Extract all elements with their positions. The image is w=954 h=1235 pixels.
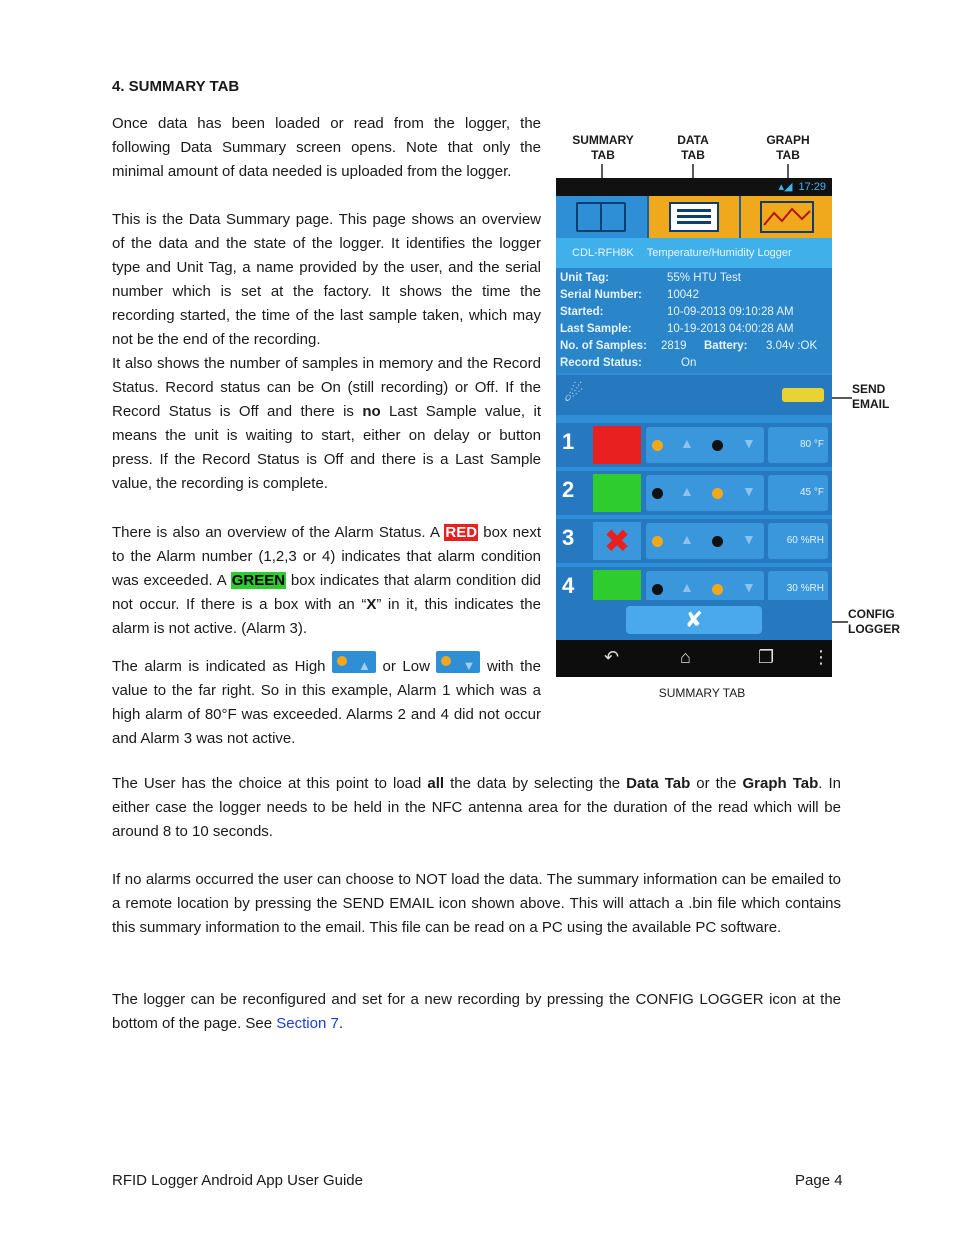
record-status-row: Record Status: On bbox=[560, 357, 697, 369]
low-alarm-icon: ▼ bbox=[436, 651, 480, 673]
back-icon[interactable]: ↶ bbox=[604, 647, 620, 667]
paragraph-2: This is the Data Summary page. This page shows an overview of the data and the state of the logger. It identifies the logger type and Unit Tag, a name provided by the user, and the serial number which is set at the factory. It shows the time the recording started, the time of the last sample taken, which may not be the end of the recording. bbox=[112, 211, 541, 348]
alarm-value: 80 °F bbox=[768, 427, 828, 463]
low-dot-icon bbox=[712, 536, 723, 547]
alarm-header bbox=[556, 375, 832, 415]
wrench-icon: ✘ bbox=[684, 607, 704, 632]
low-dot-icon bbox=[712, 440, 723, 451]
reconfigure-paragraph: The logger can be reconfigured and set for a new recording by pressing the CONFIG LOGGER icon at the bottom of the page. See Section 7. bbox=[112, 991, 841, 1032]
callout-graph-tab: GRAPH TAB bbox=[766, 133, 810, 162]
alarm-indication-paragraph: The alarm is indicated as High ▲ or Low ▼ with the value to the far right. So in this example, Alarm 1 which was a high alarm of 80°F was exceeded. Alarms 2 and 4 did not occur and Alarm 3 was not active. bbox=[112, 651, 541, 751]
status-clock: 17:29 bbox=[798, 181, 826, 193]
last-sample-row: Last Sample: 10-19-2013 04:00:28 AM bbox=[560, 323, 794, 335]
tab-bar bbox=[556, 196, 832, 238]
config-row bbox=[556, 600, 832, 640]
load-data-paragraph: The User has the choice at this point to load all the data by selecting the Data Tab or the Graph Tab. In either case the logger needs to be held in the NFC antenna area for the duration of the read which will be around 8 to 10 seconds. bbox=[112, 775, 841, 840]
paragraph-1: Once data has been loaded or read from the logger, the following Data Summary screen opens. Note that only the minimal amount of data needed is uploaded from the logger. bbox=[112, 115, 541, 180]
logger-info-bar bbox=[556, 238, 832, 268]
page-number: Page 4 bbox=[795, 1172, 843, 1189]
recent-apps-icon[interactable]: ❐ bbox=[758, 647, 775, 667]
email-paragraph: If no alarms occurred the user can choose to NOT load the data. The summary information can be emailed to a remote location by pressing the SEND EMAIL icon shown above. This will attach a .bin file which contains this summary information to the email. This file can be read on a PC using the available PC software. bbox=[112, 871, 841, 936]
section-7-link[interactable]: Section 7 bbox=[276, 1015, 339, 1032]
graph-icon bbox=[760, 201, 814, 233]
callout-summary-tab: SUMMARY TAB bbox=[572, 133, 634, 162]
wifi-icon: ▴◢ bbox=[778, 181, 793, 193]
down-arrow-icon: ▼ bbox=[742, 483, 756, 499]
send-email-button[interactable] bbox=[782, 388, 824, 402]
config-logger-button[interactable] bbox=[626, 606, 762, 634]
intro-paragraph bbox=[112, 112, 541, 184]
paragraph-3: It also shows the number of samples in memory and the Record Status. Record status can be On (still recording) or Off. If the Record Status is Off and there is no Last Sample value, it means the unit is waiting to start, either on delay or button press. If the Record Status is Off and there is a Last Sample value, the recording is complete. bbox=[112, 355, 541, 492]
alarm-controls[interactable] bbox=[646, 475, 764, 511]
alarm-row-4: 4 ▲ ▼ 30 %RH bbox=[556, 567, 832, 611]
red-label: RED bbox=[445, 524, 478, 541]
menu-icon[interactable]: ⋮ bbox=[812, 647, 830, 667]
callout-config-logger: CONFIG LOGGER bbox=[848, 607, 901, 636]
alarm-controls[interactable] bbox=[646, 523, 764, 559]
table-icon bbox=[669, 202, 719, 232]
down-arrow-icon: ▼ bbox=[742, 531, 756, 547]
section-heading: 4. SUMMARY TAB bbox=[112, 78, 240, 95]
status-bar bbox=[556, 178, 832, 196]
callout-data-tab: DATA TAB bbox=[677, 133, 709, 162]
alarm-row-1: 1 ▲ ▼ 80 °F bbox=[556, 423, 832, 467]
alarm-value: 45 °F bbox=[768, 475, 828, 511]
alarm-status-box bbox=[593, 474, 641, 512]
unit-tag-row: Unit Tag: 55% HTU Test bbox=[560, 272, 741, 284]
high-dot-icon bbox=[652, 536, 663, 547]
up-arrow-icon: ▲ bbox=[680, 435, 694, 451]
inactive-x-icon: ✖ bbox=[593, 522, 641, 560]
serial-row: Serial Number: 10042 bbox=[560, 289, 699, 301]
started-row: Started: 10-09-2013 09:10:28 AM bbox=[560, 306, 794, 318]
book-icon bbox=[576, 202, 626, 232]
bell-icon: ☄ bbox=[564, 381, 584, 406]
low-dot-icon bbox=[712, 584, 723, 595]
summary-info-table bbox=[556, 268, 832, 373]
logger-type: Temperature/Humidity Logger bbox=[646, 247, 792, 259]
up-arrow-icon: ▲ bbox=[680, 579, 694, 595]
phone-screenshot bbox=[556, 178, 832, 677]
tab-summary[interactable] bbox=[556, 196, 649, 238]
summary-description bbox=[112, 208, 541, 496]
alarm-row-2: 2 ▲ ▼ 45 °F bbox=[556, 471, 832, 515]
figure-caption: SUMMARY TAB bbox=[658, 686, 746, 700]
up-arrow-icon: ▲ bbox=[680, 531, 694, 547]
android-nav-bar bbox=[556, 640, 832, 677]
alarm-value: 60 %RH bbox=[768, 523, 828, 559]
samples-row: No. of Samples: 2819 Battery: 3.04v :OK bbox=[560, 340, 818, 352]
high-dot-icon bbox=[652, 440, 663, 451]
down-arrow-icon: ▼ bbox=[742, 579, 756, 595]
home-icon[interactable]: ⌂ bbox=[680, 647, 691, 667]
green-label: GREEN bbox=[231, 572, 286, 589]
alarm-value: 30 %RH bbox=[768, 571, 828, 607]
callout-send-email: SEND EMAIL bbox=[852, 382, 890, 411]
alarm-status-paragraph: There is also an overview of the Alarm Status. A RED box next to the Alarm number (1,2,3 or 4) indicates that alarm condition was exceeded. A GREEN box indicates that alarm condition did not occur. If there is a box with an “X” in it, this indicates the alarm is not active. (Alarm 3). bbox=[112, 524, 542, 637]
high-alarm-icon: ▲ bbox=[332, 651, 376, 673]
logger-model: CDL-RFH8K bbox=[572, 247, 634, 259]
down-arrow-icon: ▼ bbox=[742, 435, 756, 451]
tab-graph[interactable] bbox=[741, 196, 832, 238]
tab-data[interactable] bbox=[649, 196, 742, 238]
high-dot-icon bbox=[652, 488, 663, 499]
up-arrow-icon: ▲ bbox=[680, 483, 694, 499]
high-dot-icon bbox=[652, 584, 663, 595]
alarm-row-3: 3 ✖ ▲ ▼ 60 %RH bbox=[556, 519, 832, 563]
alarm-controls[interactable] bbox=[646, 427, 764, 463]
footer-title: RFID Logger Android App User Guide bbox=[112, 1172, 363, 1189]
alarm-status-box bbox=[593, 426, 641, 464]
low-dot-icon bbox=[712, 488, 723, 499]
